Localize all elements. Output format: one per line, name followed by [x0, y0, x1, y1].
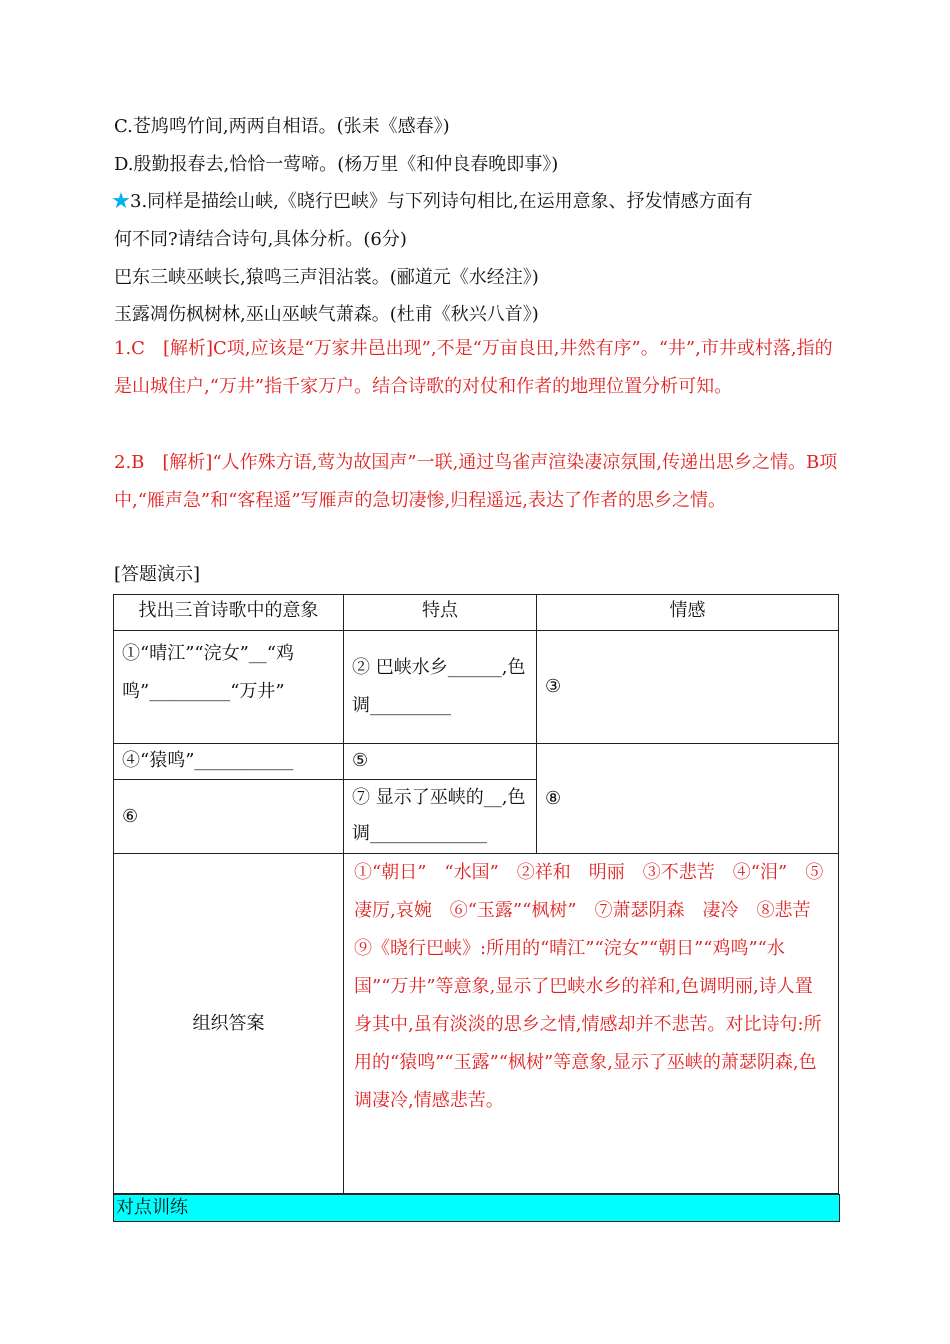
question-3-line2: 何不同?请结合诗句,具体分析。(6分): [114, 229, 407, 250]
header-imagery: 找出三首诗歌中的意象: [114, 595, 344, 631]
cell-emotion-2: ⑧: [537, 744, 839, 854]
answer-2: 2.B [解析]“人作殊方语,莺为故国声”一联,通过鸟雀声渲染凄凉氛围,传递出思乡之情。B项中,“雁声急”和“客程遥”写雁声的急切凄惨,归程遥远,表达了作者的思乡之情。: [114, 452, 838, 511]
organize-answer-content: ①“朝日” “水国” ②祥和 明丽 ③不悲苦 ④“泪” ⑤凄厉,哀婉 ⑥“玉露”“枫树” ⑦萧瑟阴森 凄冷 ⑧悲苦 ⑨《晓行巴峡》:所用的“晴江”“浣女”“朝日”“鸡鸣”“水国”“万井”等意象,显示了巴峡水乡的祥和,色调明丽,诗人置身其中,虽有淡淡的思乡之情,情感却并不悲苦。对比诗句:所用的“猿鸣”“玉露”“枫树”等意象,显示了巫峡的萧瑟阴森,色调凄冷,情感悲苦。: [344, 854, 839, 1194]
answer-1: 1.C [解析]C项,应该是“万家井邑出现”,不是“万亩良田,井然有序”。“井”,市井或村落,指的是山城住户,“万井”指千家万户。结合诗歌的对仗和作者的地理位置分析可知。: [114, 338, 833, 397]
cell-imagery-1: ①“晴江”“浣女”__“鸡鸣”_________“万井”: [114, 631, 344, 744]
option-d: D.殷勤报春去,恰恰一莺啼。(杨万里《和仲良春晚即事》): [114, 154, 559, 175]
cell-feature-3: ⑦ 显示了巫峡的__,色调_____________: [344, 780, 537, 854]
question-3-text: 3.同样是描绘山峡,《晓行巴峡》与下列诗句相比,在运用意象、抒发情感方面有: [130, 191, 753, 212]
organize-answer-label: 组织答案: [114, 854, 344, 1194]
poem-line-2: 玉露凋伤枫树林,巫山巫峡气萧森。(杜甫《秋兴八首》): [114, 304, 539, 325]
question-3-line1: [112, 183, 753, 221]
cell-imagery-2: ④“猿鸣”___________: [114, 744, 344, 780]
header-emotion: 情感: [537, 595, 839, 631]
header-feature: 特点: [344, 595, 537, 631]
section-bar: 对点训练: [113, 1194, 840, 1222]
cell-feature-1: ② 巴峡水乡______,色调_________: [344, 631, 537, 744]
cell-imagery-3: ⑥: [114, 780, 344, 854]
option-c: C.苍鸠鸣竹间,两两自相语。(张耒《感春》): [114, 116, 450, 137]
cell-feature-2: ⑤: [344, 744, 537, 780]
cell-emotion-1: ③: [537, 631, 839, 744]
star-icon: ★: [112, 191, 130, 212]
poem-line-1: 巴东三峡巫峡长,猿鸣三声泪沾裳。(郦道元《水经注》): [114, 267, 539, 288]
answer-demo-label: [答题演示]: [114, 564, 201, 585]
answer-table: [113, 594, 839, 1194]
